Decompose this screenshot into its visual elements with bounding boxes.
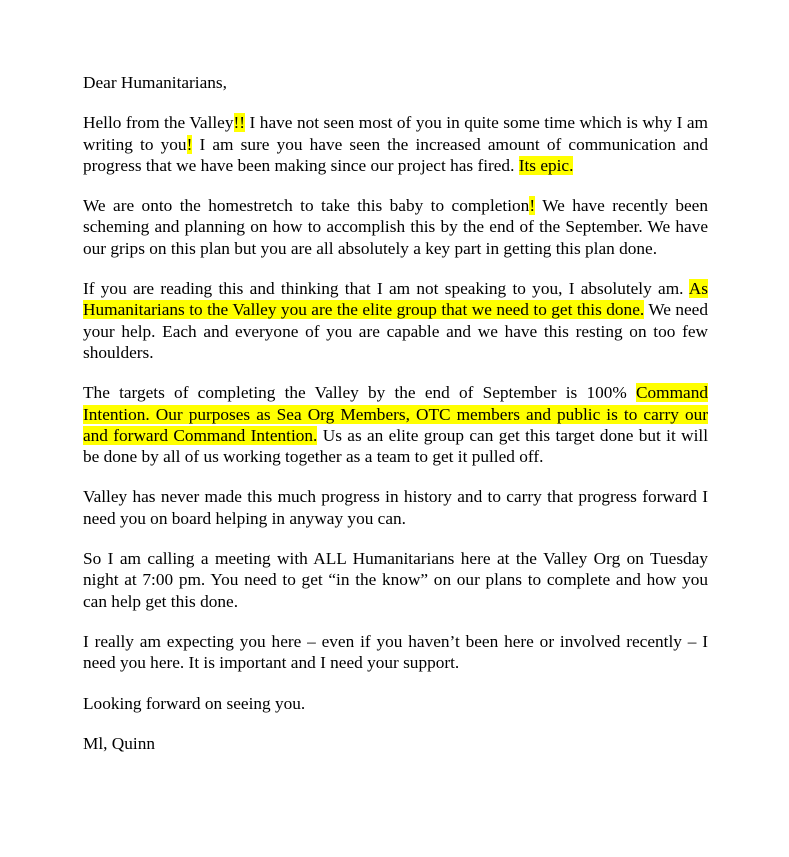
paragraph-meeting: So I am calling a meeting with ALL Humanitarians here at the Valley Org on Tuesday night at 7:00 pm. You need to get “in the know” on our plans to complete and how you can help get this done. bbox=[83, 549, 708, 611]
highlighted-text: Its epic. bbox=[518, 155, 574, 175]
paragraph-homestretch bbox=[83, 195, 708, 259]
text-run: Us as an elite group can get this target done but it will be done by all of us working together as a team to get it pulled off. bbox=[83, 425, 709, 467]
text-run: We have recently been scheming and planning on how to accomplish this by the end of the September. We have our grips on this plan but you are all absolutely a key part in getting this plan done. bbox=[83, 196, 708, 258]
letter-body bbox=[83, 72, 708, 773]
paragraph-expectation: I really am expecting you here – even if you haven’t been here or involved recently – I need you here. It is important and I need your support. bbox=[83, 631, 708, 673]
text-run: I am sure you have seen the increased amount of communication and progress that we have been making since our project has fired. bbox=[83, 134, 708, 175]
signature: Ml, Quinn bbox=[83, 733, 156, 753]
salutation: Dear Humanitarians, bbox=[83, 73, 227, 92]
text-run: We need your help. Each and everyone of you are capable and we have this resting on too few shoulders. bbox=[83, 300, 708, 362]
paragraph-progress: Valley has never made this much progress in history and to carry that progress forward I need you on board helping in anyway you can. bbox=[83, 487, 708, 528]
paragraph-elite-group bbox=[83, 278, 708, 363]
text-run: The targets of completing the Valley by the end of September is 100% bbox=[83, 383, 636, 403]
text-run: We are onto the homestretch to take this baby to completion bbox=[83, 196, 530, 216]
text-run: If you are reading this and thinking that I am not speaking to you, I absolutely am. bbox=[83, 279, 689, 299]
text-run: Hello from the Valley bbox=[83, 113, 234, 133]
highlighted-text: As Humanitarians to the Valley you are the elite group that we need to get this done. bbox=[83, 279, 708, 320]
highlighted-text: Command Intention. Our purposes as Sea Org Members, OTC members and public is to carry our and forward Command Intention. bbox=[83, 383, 708, 445]
paragraph-targets bbox=[83, 382, 708, 467]
text-run: I have not seen most of you in quite some time which is why I am writing to you bbox=[83, 113, 708, 154]
highlighted-text: !! bbox=[233, 113, 246, 133]
closing-line: Looking forward on seeing you. bbox=[83, 693, 306, 713]
highlighted-text: ! bbox=[529, 196, 536, 216]
paragraph-greeting bbox=[83, 112, 708, 176]
highlighted-text: ! bbox=[186, 134, 193, 154]
